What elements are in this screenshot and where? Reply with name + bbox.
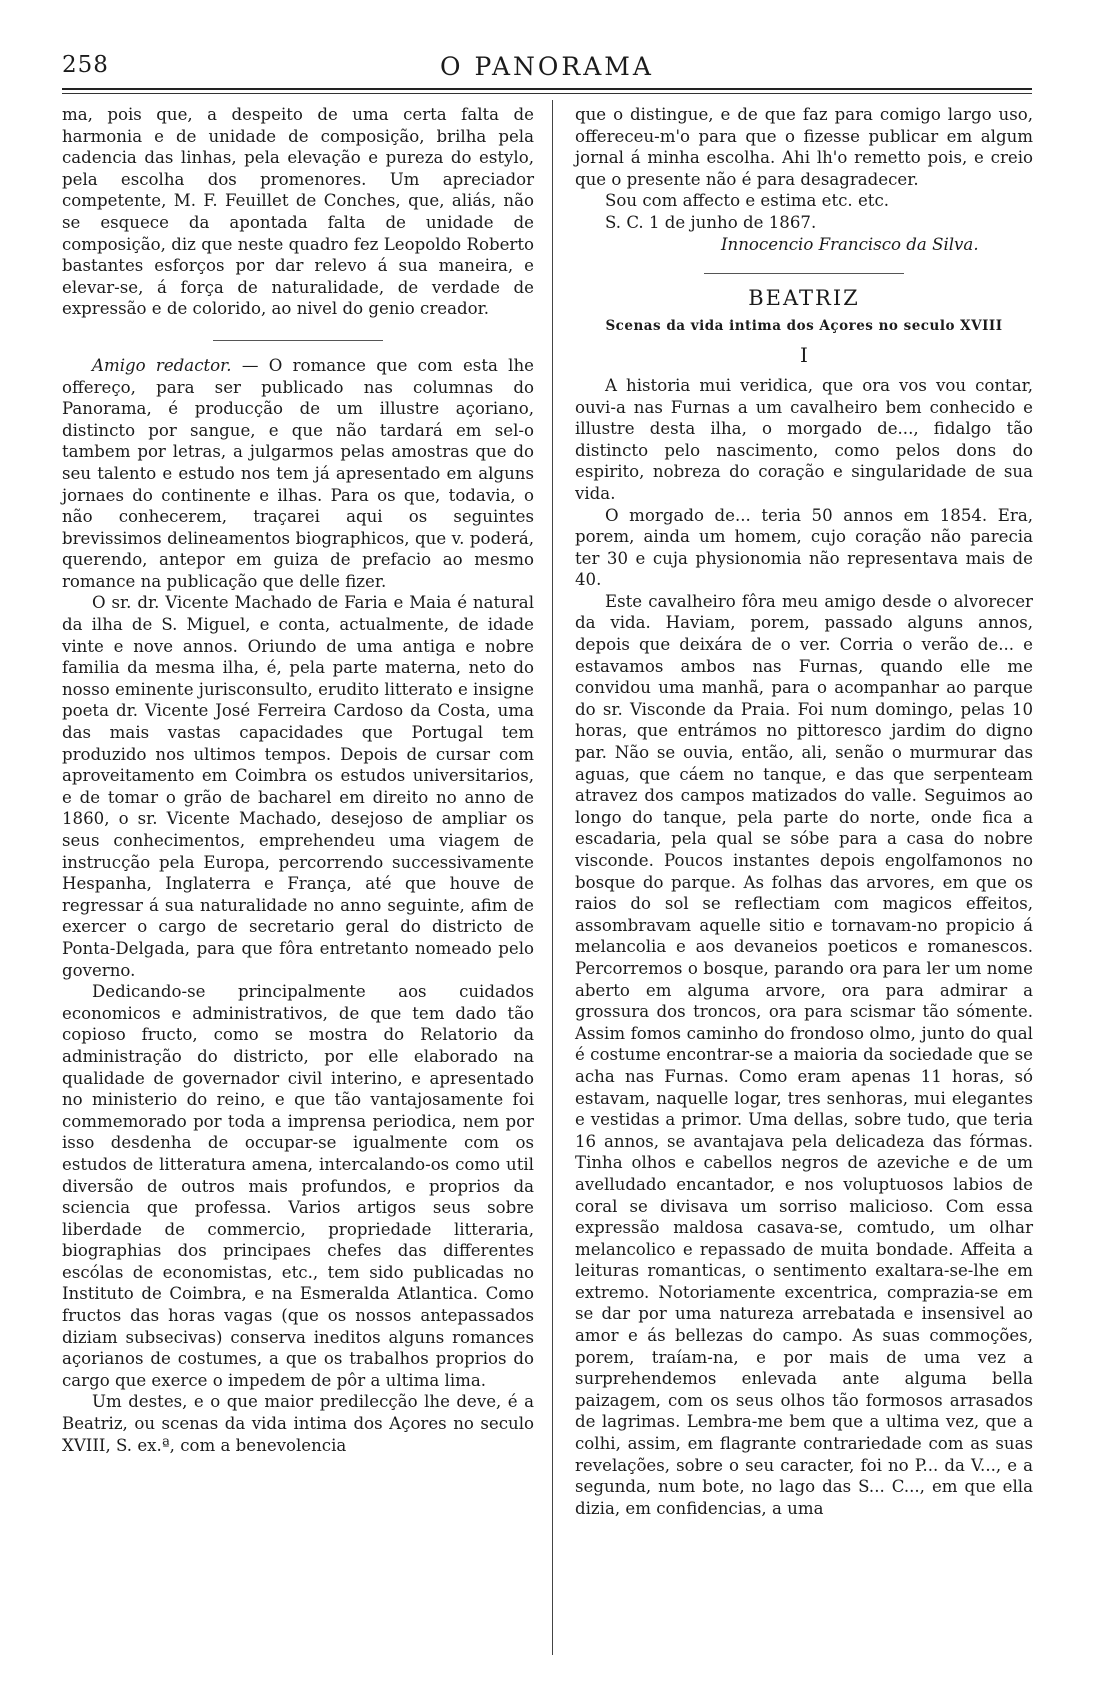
letter-paragraph: Um destes, e o que maior predilecção lhe deve, é a Beatriz, ou scenas da vida intima dos Açores no seculo XVIII, S. ex.ª, com a benevolencia: [62, 1392, 534, 1455]
letter-paragraph: O sr. dr. Vicente Machado de Faria e Maia é natural da ilha de S. Miguel, e conta, actualmente, de idade vinte e nove annos. Oriundo de uma antiga e nobre familia da mesma ilha, é, pela parte materna, neto do nosso eminente jurisconsulto, erudito litterato e insigne poeta dr. Vicente José Ferreira Cardoso da Costa, uma das mais vastas capacidades que Portugal tem produzido nos ultimos tempos. Depois de cursar com aproveitamento em Coimbra os estudos universitarios, e de tomar o grão de bacharel em direito no anno de 1860, o sr. Vicente Machado, desejoso de ampliar os seus conhecimentos, emprehendeu uma viagem de instrucção pela Europa, percorrendo successivamente Hespanha, Inglaterra e França, até que houve de regressar á sua naturalidade no anno seguinte, afim de exercer o cargo de secretario geral do districto de Ponta-Delgada, para que fôra entretanto nomeado pelo governo.: [62, 593, 534, 980]
letter-date: S. C. 1 de junho de 1867.: [605, 212, 817, 232]
section-rule: [213, 340, 383, 341]
letter-paragraph: [62, 355, 534, 593]
section-rule: [704, 273, 904, 274]
article-paragraph: ma, pois que, a despeito de uma certa falta de harmonia e de unidade de composição, brilha pela cadencia das linhas, pela elevação e pureza do estylo, pela escolha dos promenores. Um apreciador competente, M. F. Feuillet de Conches, que, aliás, não se esquece da apontada falta de unidade de composição, diz que neste quadro fez Leopoldo Roberto bastantes esforços por dar relevo á sua maneira, e elevar-se, á força de naturalidade, de verdade de expressão e de colorido, ao nivel do genio creador.: [62, 105, 534, 319]
page-header: [62, 52, 1032, 92]
left-column: [62, 104, 534, 1456]
right-column: [575, 104, 1033, 1519]
story-subtitle: Scenas da vida intima dos Açores no seculo XVIII: [605, 317, 1003, 334]
letter-salutation: Amigo redactor.: [92, 355, 232, 375]
story-paragraph: O morgado de... teria 50 annos em 1854. Era, porem, ainda um homem, cujo coração não parecia ter 30 e cuja physionomia não representava mais de 40.: [575, 505, 1033, 590]
chapter-number: I: [800, 343, 808, 368]
page-number: 258: [62, 52, 109, 78]
letter-closing: Sou com affecto e estima etc. etc.: [605, 191, 890, 211]
letter-paragraph: Dedicando-se principalmente aos cuidados economicos e administrativos, de que tem dado tão copioso fructo, como se mostra do Relatorio da administração do districto, por elle elaborado na qualidade de governador civil interino, e apresentado no ministerio do reino, e que tão vantajosamente foi commemorado por toda a imprensa periodica, nem por isso desdenha de occupar-se igualmente com os estudos de litteratura amena, intercalando-os como util diversão de outros mais profundos, e proprios da sciencia que professa. Varios artigos seus sobre liberdade de commercio, propriedade litteraria, biographias dos principaes chefes das differentes escólas de economistas, etc., tem sido publicadas no Instituto de Coimbra, e na Esmeralda Atlantica. Como fructos das horas vagas (que os nossos antepassados diziam subsecivas) conserva ineditos alguns romances açorianos de costumes, a que os trabalhos proprios do cargo que exerce o impedem de pôr a ultima lima.: [62, 982, 534, 1390]
header-rule: [62, 88, 1032, 90]
letter-body: — O romance que com esta lhe offereço, para ser publicado nas columnas do Panorama, é producção de um illustre açoriano, distincto por sangue, e que não tardará em sel-o tambem por letras, a julgarmos pelas amostras que do seu talento e estudo nos tem já apresentado em alguns jornaes do continente e ilhas. Para os que, todavia, o não conhecerem, traçarei aqui os seguintes brevissimos delineamentos biographicos, que v. poderá, querendo, antepor em guiza de prefacio ao mesmo romance na publicação que delle fizer.: [62, 355, 534, 591]
column-divider: [552, 100, 553, 1655]
story-paragraph: A historia mui veridica, que ora vos vou contar, ouvi-a nas Furnas a um cavalheiro bem conhecido e illustre desta ilha, o morgado de..., fidalgo tão distincto pelo nascimento, como pelos dons do espirito, nobreza do coração e singularidade de sua vida.: [575, 375, 1033, 503]
story-title: BEATRIZ: [748, 286, 860, 311]
letter-signature: Innocencio Francisco da Silva.: [721, 234, 979, 254]
story-paragraph: Este cavalheiro fôra meu amigo desde o alvorecer da vida. Haviam, porem, passado alguns annos, depois que deixára de o ver. Corria o verão de... e estavamos ambos nas Furnas, quando elle me convidou uma manhã, para o acompanhar ao parque do sr. Visconde da Praia. Foi num domingo, pelas 10 horas, que entrámos no pittoresco jardim do digno par. Não se ouvia, então, ali, senão o murmurar das aguas, que cáem no tanque, e das que serpenteam atravez dos campos matizados do valle. Seguimos ao longo do tanque, pela parte do norte, onde fica a escadaria, pela qual se sóbe para a casa do nobre visconde. Poucos instantes depois engolfamonos no bosque do parque. As folhas das arvores, em que os raios do sol se reflectiam com magicos effeitos, assombravam aquelle sitio e tornavam-no propicio á melancolia e aos devaneios poeticos e romanescos. Percorremos o bosque, parando ora para ler um nome aberto em alguma arvore, ora para admirar a grossura dos troncos, ora para scismar tão sómente. Assim fomos caminho do frondoso olmo, junto do qual é costume encontrar-se a maioria da sociedade que se acha nas Furnas. Como eram apenas 11 horas, só estavam, naquelle logar, tres senhoras, mui elegantes e vestidas a primor. Uma dellas, sobre tudo, que teria 16 annos, se avantajava pela delicadeza das fórmas. Tinha olhos e cabellos negros de azeviche e de um avelludado encantador, e nos voluptuosos labios de coral se divisava um sorriso malicioso. Com essa expressão maldosa casava-se, comtudo, um olhar melancolico e repassado de muita bondade. Affeita a leituras romanticas, o sentimento exaltara-se-lhe em extremo. Notoriamente excentrica, comprazia-se em se dar por uma natureza arrebatada e insensivel ao amor e ás bellezas do campo. As suas commoções, porem, traíam-na, e por mais de uma vez a surprehendemos enlevada ante alguma bella paizagem, com os seus olhos tão formosos arrasados de lagrimas. Lembra-me bem que a ultima vez, que a colhi, assim, em flagrante contrariedade com as suas revelações, sobre o seu caracter, foi no P... da V..., e a segunda, num bote, no lago das S... C..., em que ella dizia, em confidencias, a uma: [575, 591, 1033, 1518]
header-rule-thin: [62, 93, 1032, 94]
masthead-title: O PANORAMA: [440, 52, 654, 81]
letter-paragraph: que o distingue, e de que faz para comigo largo uso, offereceu-m'o para que o fizesse publicar em algum jornal á minha escolha. Ahi lh'o remetto pois, e creio que o presente não é para desagradecer.: [575, 105, 1033, 189]
